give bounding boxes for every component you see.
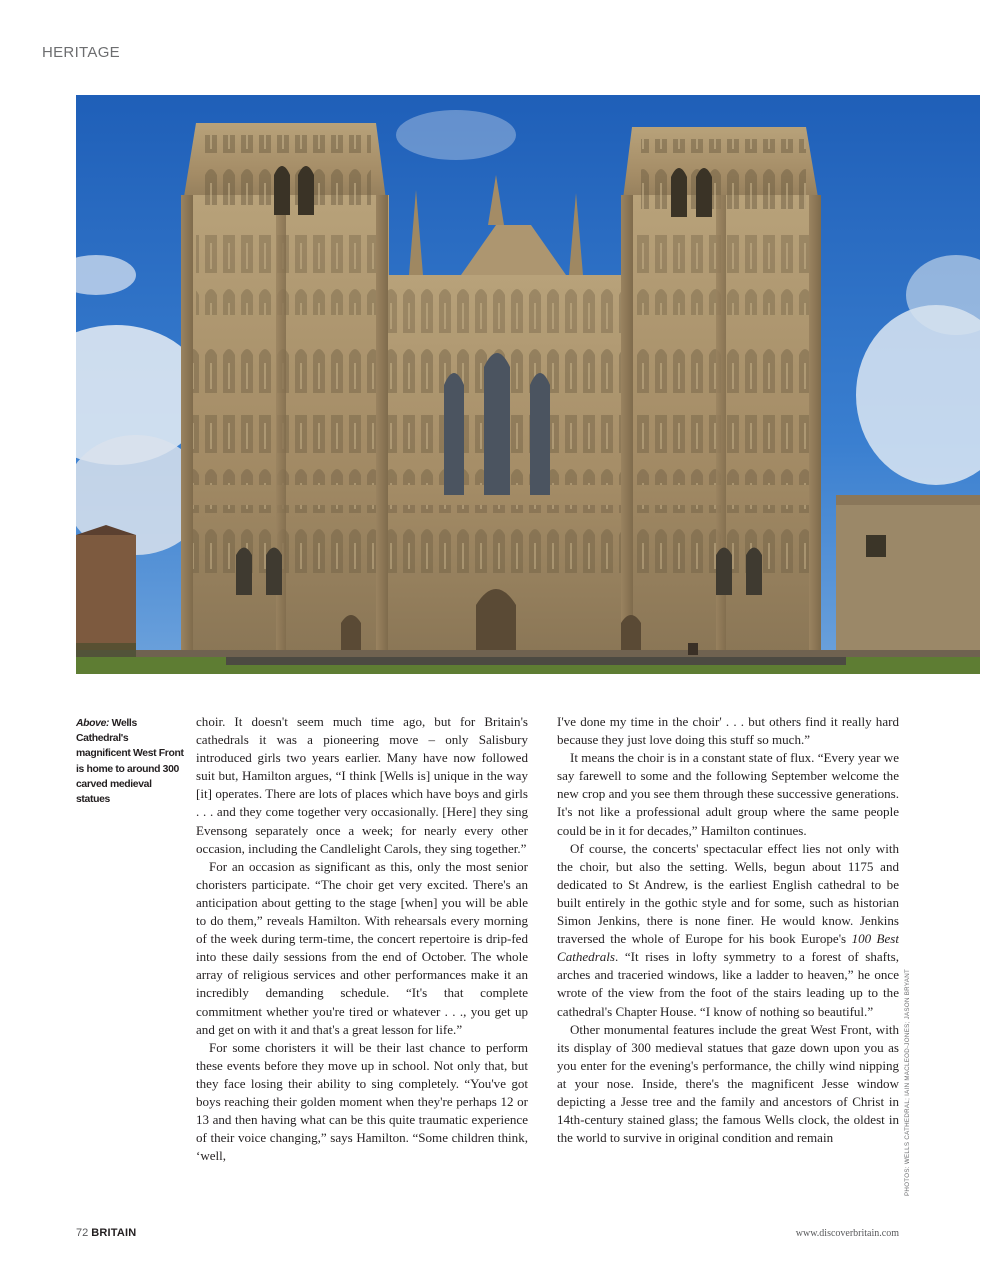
book-title: 100 Best Cathedrals [557, 931, 899, 965]
page-folio [76, 1227, 136, 1239]
paragraph: For some choristers it will be their last chance to perform these events before they move up in school. Not only that, but they face losing their ability to sing completely. “You've got boys reaching their golden moment when they're perhaps 12 or 13 and then having what can be this quite traumatic experience of their voice changing,” says Hamilton. “Some children think, ‘well, [196, 1039, 528, 1164]
article-column-2 [557, 713, 899, 1203]
paragraph-text: . “It rises in lofty symmetry to a forest of shafts, arches and traceried windows, like a ladder to heaven,” he once wrote of the view from the foot of the stairs leading up to the cathedral's Chapter House. “I know of nothing so beautiful.” [557, 949, 899, 1019]
paragraph [557, 840, 899, 1021]
page-number: 72 [76, 1227, 89, 1239]
website-url[interactable]: www.discoverbritain.com [795, 1228, 899, 1239]
caption-lead: Above: [76, 718, 110, 729]
magazine-name: BRITAIN [91, 1227, 137, 1239]
cathedral-photo [76, 95, 980, 674]
photo-credit: PHOTOS: WELLS CATHEDRAL; IAIN MACLEOD-JONES; JASON BRYANT [904, 968, 911, 1196]
paragraph: It means the choir is in a constant state of flux. “Every year we say farewell to some and the following September welcome the new crop and you see them through these successive generations. It's not like a professional adult group where the same people could be in it for decades,” Hamilton continues. [557, 750, 899, 838]
caption-text: Wells Cathedral's magnificent West Front is home to around 300 carved medieval statues [76, 718, 184, 806]
paragraph: Other monumental features include the great West Front, with its display of 300 medieval statues that gaze down upon you as you enter for the evening's performance, the chilly wind nipping at your nose. Inside, there's the magnificent Jesse window depicting a Jesse tree and the family and ancestors of Christ in 14th-century stained glass; the famous Wells clock, the oldest in the world to survive in original condition and remain [557, 1021, 899, 1146]
photo-caption [76, 716, 184, 807]
article-column-1 [196, 713, 528, 1203]
paragraph: I've done my time in the choir' . . . but others find it really hard because they just love doing this stuff so much.” [557, 714, 899, 748]
paragraph-text: Of course, the concerts' spectacular effect lies not only with the choir, but also the setting. Wells, begun about 1175 and dedicated to St Andrew, is the earliest English cathedral to be built entirely in the gothic style and for some, such as historian Simon Jenkins, there is none finer. He would know. Jenkins traversed the whole of Europe for his book Europe's [557, 840, 899, 947]
section-label: HERITAGE [42, 44, 120, 61]
paragraph: choir. It doesn't seem much time ago, but for Britain's cathedrals it was a pioneering move – only Salisbury introduced girls two years earlier. Many have now followed suit but, Hamilton argues, “I think [Wells is] unique in the way [it] operates. There are lots of places which have boys and girls . . . and they come together very occasionally. [Here] they sing Evensong separately once a week; for nearly every other occasion, including the Candlelight Carols, they sing together.” [196, 714, 528, 856]
paragraph: For an occasion as significant as this, only the most senior choristers participate. “The choir get very excited. There's an anticipation about getting to the stage [when] you will be able to do them,” reveals Hamilton. With rehearsals every morning of the week during term-time, the concert repertoire is drip-fed into these daily sessions from the end of October. The whole array of religious services and other performances make it an incredibly demanding schedule. “It's that complete commitment whether you're tired or whatever . . ., you get up and get on with it and that's a great lesson for life.” [196, 858, 528, 1037]
